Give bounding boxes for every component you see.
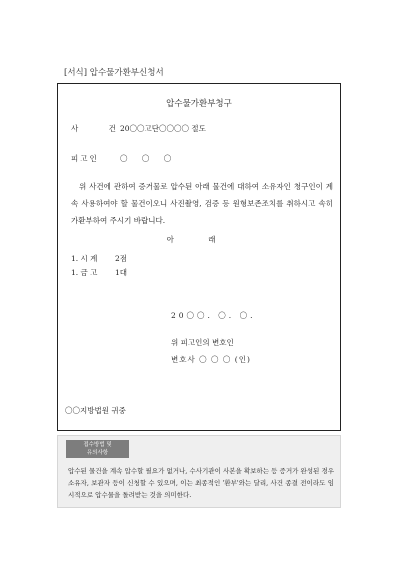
claim-form bbox=[57, 83, 341, 431]
form-title: 압수물가환부청구 bbox=[166, 99, 232, 109]
counsel-name: 변호사 〇 〇 〇 (인) bbox=[171, 355, 251, 364]
below-heading: 아 래 bbox=[166, 235, 232, 244]
list-item bbox=[71, 267, 127, 278]
info-text: 압수된 물건을 계속 압수할 필요가 없거나, 수사기관이 사본을 확보하는 등 증거가 완성된 경우 소유자, 보관자 등이 신청할 수 있으며, 이는 최종적인 '환부'와는 달리, 사건 종결 전이라도 임시적으로 압수물을 돌려받는 것을 의미한다. bbox=[68, 467, 334, 499]
request-body: 위 사건에 관하여 증거물로 압수된 아래 물건에 대하여 소유자인 청구인이 계속 사용하여야 할 물건이오니 사진촬영, 검증 등 원형보존조치를 취하시고 속히 가환부하여 주시기 바랍니다. bbox=[71, 182, 333, 225]
item-label: 1. 시 계 bbox=[71, 254, 98, 263]
info-badge-line1: 접수방법 및 bbox=[83, 442, 112, 448]
info-box bbox=[57, 435, 341, 508]
defendant-label: 피고인 bbox=[71, 154, 99, 163]
filing-date: 20〇〇. 〇. 〇. bbox=[171, 311, 256, 320]
info-badge bbox=[66, 440, 129, 458]
counsel-role: 위 피고인의 변호인 bbox=[171, 338, 234, 347]
list-item bbox=[71, 253, 127, 264]
item-value: 1대 bbox=[115, 268, 128, 277]
item-value: 2점 bbox=[115, 254, 128, 263]
info-badge-line2: 유의사항 bbox=[86, 450, 109, 456]
defendant-value: 〇 〇 〇 bbox=[120, 154, 178, 163]
court-addressee: 〇〇지방법원 귀중 bbox=[65, 406, 126, 415]
item-label: 1. 금 고 bbox=[71, 268, 98, 277]
case-value: 20〇〇고단〇〇〇〇 절도 bbox=[120, 124, 206, 133]
case-label: 사 건 bbox=[71, 124, 130, 133]
document-caption: [서식] 압수물가환부신청서 bbox=[64, 68, 164, 78]
